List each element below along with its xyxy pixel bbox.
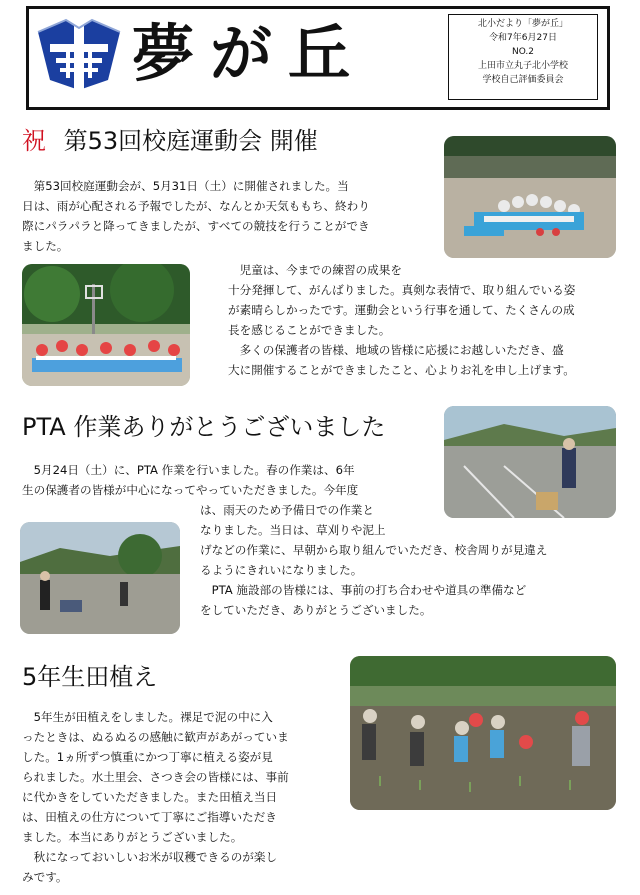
text-line: 長を感じることができました。 xyxy=(228,323,391,337)
text-line: 5月24日（土）に、PTA 作業を行いました。春の作業は、6年 xyxy=(22,463,355,477)
text-line: は、雨天のため予備日での作業と xyxy=(200,503,374,517)
sports-day-paragraph-1 xyxy=(22,176,442,256)
section-heading-rice-planting: 5年生田植え xyxy=(22,663,158,691)
section-heading-pta-work: PTA 作業ありがとうございました xyxy=(22,413,386,441)
text-line: は、田植えの仕方について丁寧にご指導いただき xyxy=(22,810,277,824)
text-line: に代かきをしていただきました。また田植え当日 xyxy=(22,790,278,804)
text-line: 秋になっておいしいお米が収穫できるのが楽し xyxy=(22,850,278,864)
heading-text: 第53回校庭運動会 開催 xyxy=(63,127,318,155)
text-line: 生の保護者の皆様が中心になってやっていただきました。今年度 xyxy=(22,483,359,497)
text-line: 第53回校庭運動会が、5月31日（土）に開催されました。当 xyxy=(22,179,349,193)
issue-info-line: NO.2 xyxy=(511,47,535,57)
text-line: PTA 施設部の皆様には、事前の打ち合わせや道具の準備など xyxy=(200,583,527,597)
text-line: 大に開催することができましたこと、心よりお礼を申し上げます。 xyxy=(228,363,575,377)
text-line: 十分発揮して、がんばりました。真剣な表情で、取り組んでいる姿 xyxy=(228,283,576,297)
celebration-mark: 祝 xyxy=(22,127,46,155)
rice-planting-paragraph xyxy=(22,707,348,887)
text-line: 日は、雨が心配される予報でしたが、なんとか天気ももち、終わり xyxy=(22,199,370,213)
text-line: した。1ヵ所ずつ慎重にかつ丁寧に植える姿が見 xyxy=(22,750,273,764)
text-line: げなどの作業に、早朝から取り組んでいただき、校舎周りが見違え xyxy=(200,543,548,557)
text-line: 児童は、今までの練習の成果を xyxy=(228,263,402,277)
section-heading-sports-day xyxy=(22,126,318,156)
newsletter-title: 夢が丘 xyxy=(132,17,367,90)
text-line: なりました。当日は、草刈りや泥上 xyxy=(200,523,386,537)
pta-paragraph-2 xyxy=(22,500,618,620)
text-line: 際にパラパラと降ってきましたが、すべての競技を行うことができ xyxy=(22,219,370,233)
text-line: ったときは、ぬるぬるの感触に歓声があがっていま xyxy=(22,730,289,744)
photo-rice-planting xyxy=(350,656,616,810)
text-line: るようにきれいになりました。 xyxy=(200,563,363,577)
text-line: をしていただき、ありがとうございました。 xyxy=(200,603,432,617)
text-line: が素晴らしかったです。運動会という行事を通して、たくさんの成 xyxy=(228,303,575,317)
text-line: られました。水土里会、さつき会の皆様には、事前 xyxy=(22,770,289,784)
text-line: ました。本当にありがとうございました。 xyxy=(22,830,243,844)
issue-info-line: 北小だより「夢が丘」 xyxy=(477,19,568,29)
text-line: みです。 xyxy=(22,870,68,884)
text-line: 多くの保護者の皆様、地域の皆様に応援にお越しいただき、盛 xyxy=(228,343,564,357)
text-line: 5年生が田植えをしました。裸足で泥の中に入 xyxy=(22,710,273,724)
photo-sports-day-formation xyxy=(444,136,616,258)
issue-info-line: 学校自己評価委員会 xyxy=(482,75,564,85)
sports-day-paragraph-2 xyxy=(22,260,618,380)
text-line: ました。 xyxy=(22,239,69,253)
issue-info-line: 上田市立丸子北小学校 xyxy=(477,61,568,71)
pta-paragraph-1 xyxy=(22,460,442,500)
issue-info-box xyxy=(448,14,598,100)
school-emblem-icon xyxy=(36,14,122,92)
issue-info-line: 令和7年6月27日 xyxy=(489,33,557,43)
